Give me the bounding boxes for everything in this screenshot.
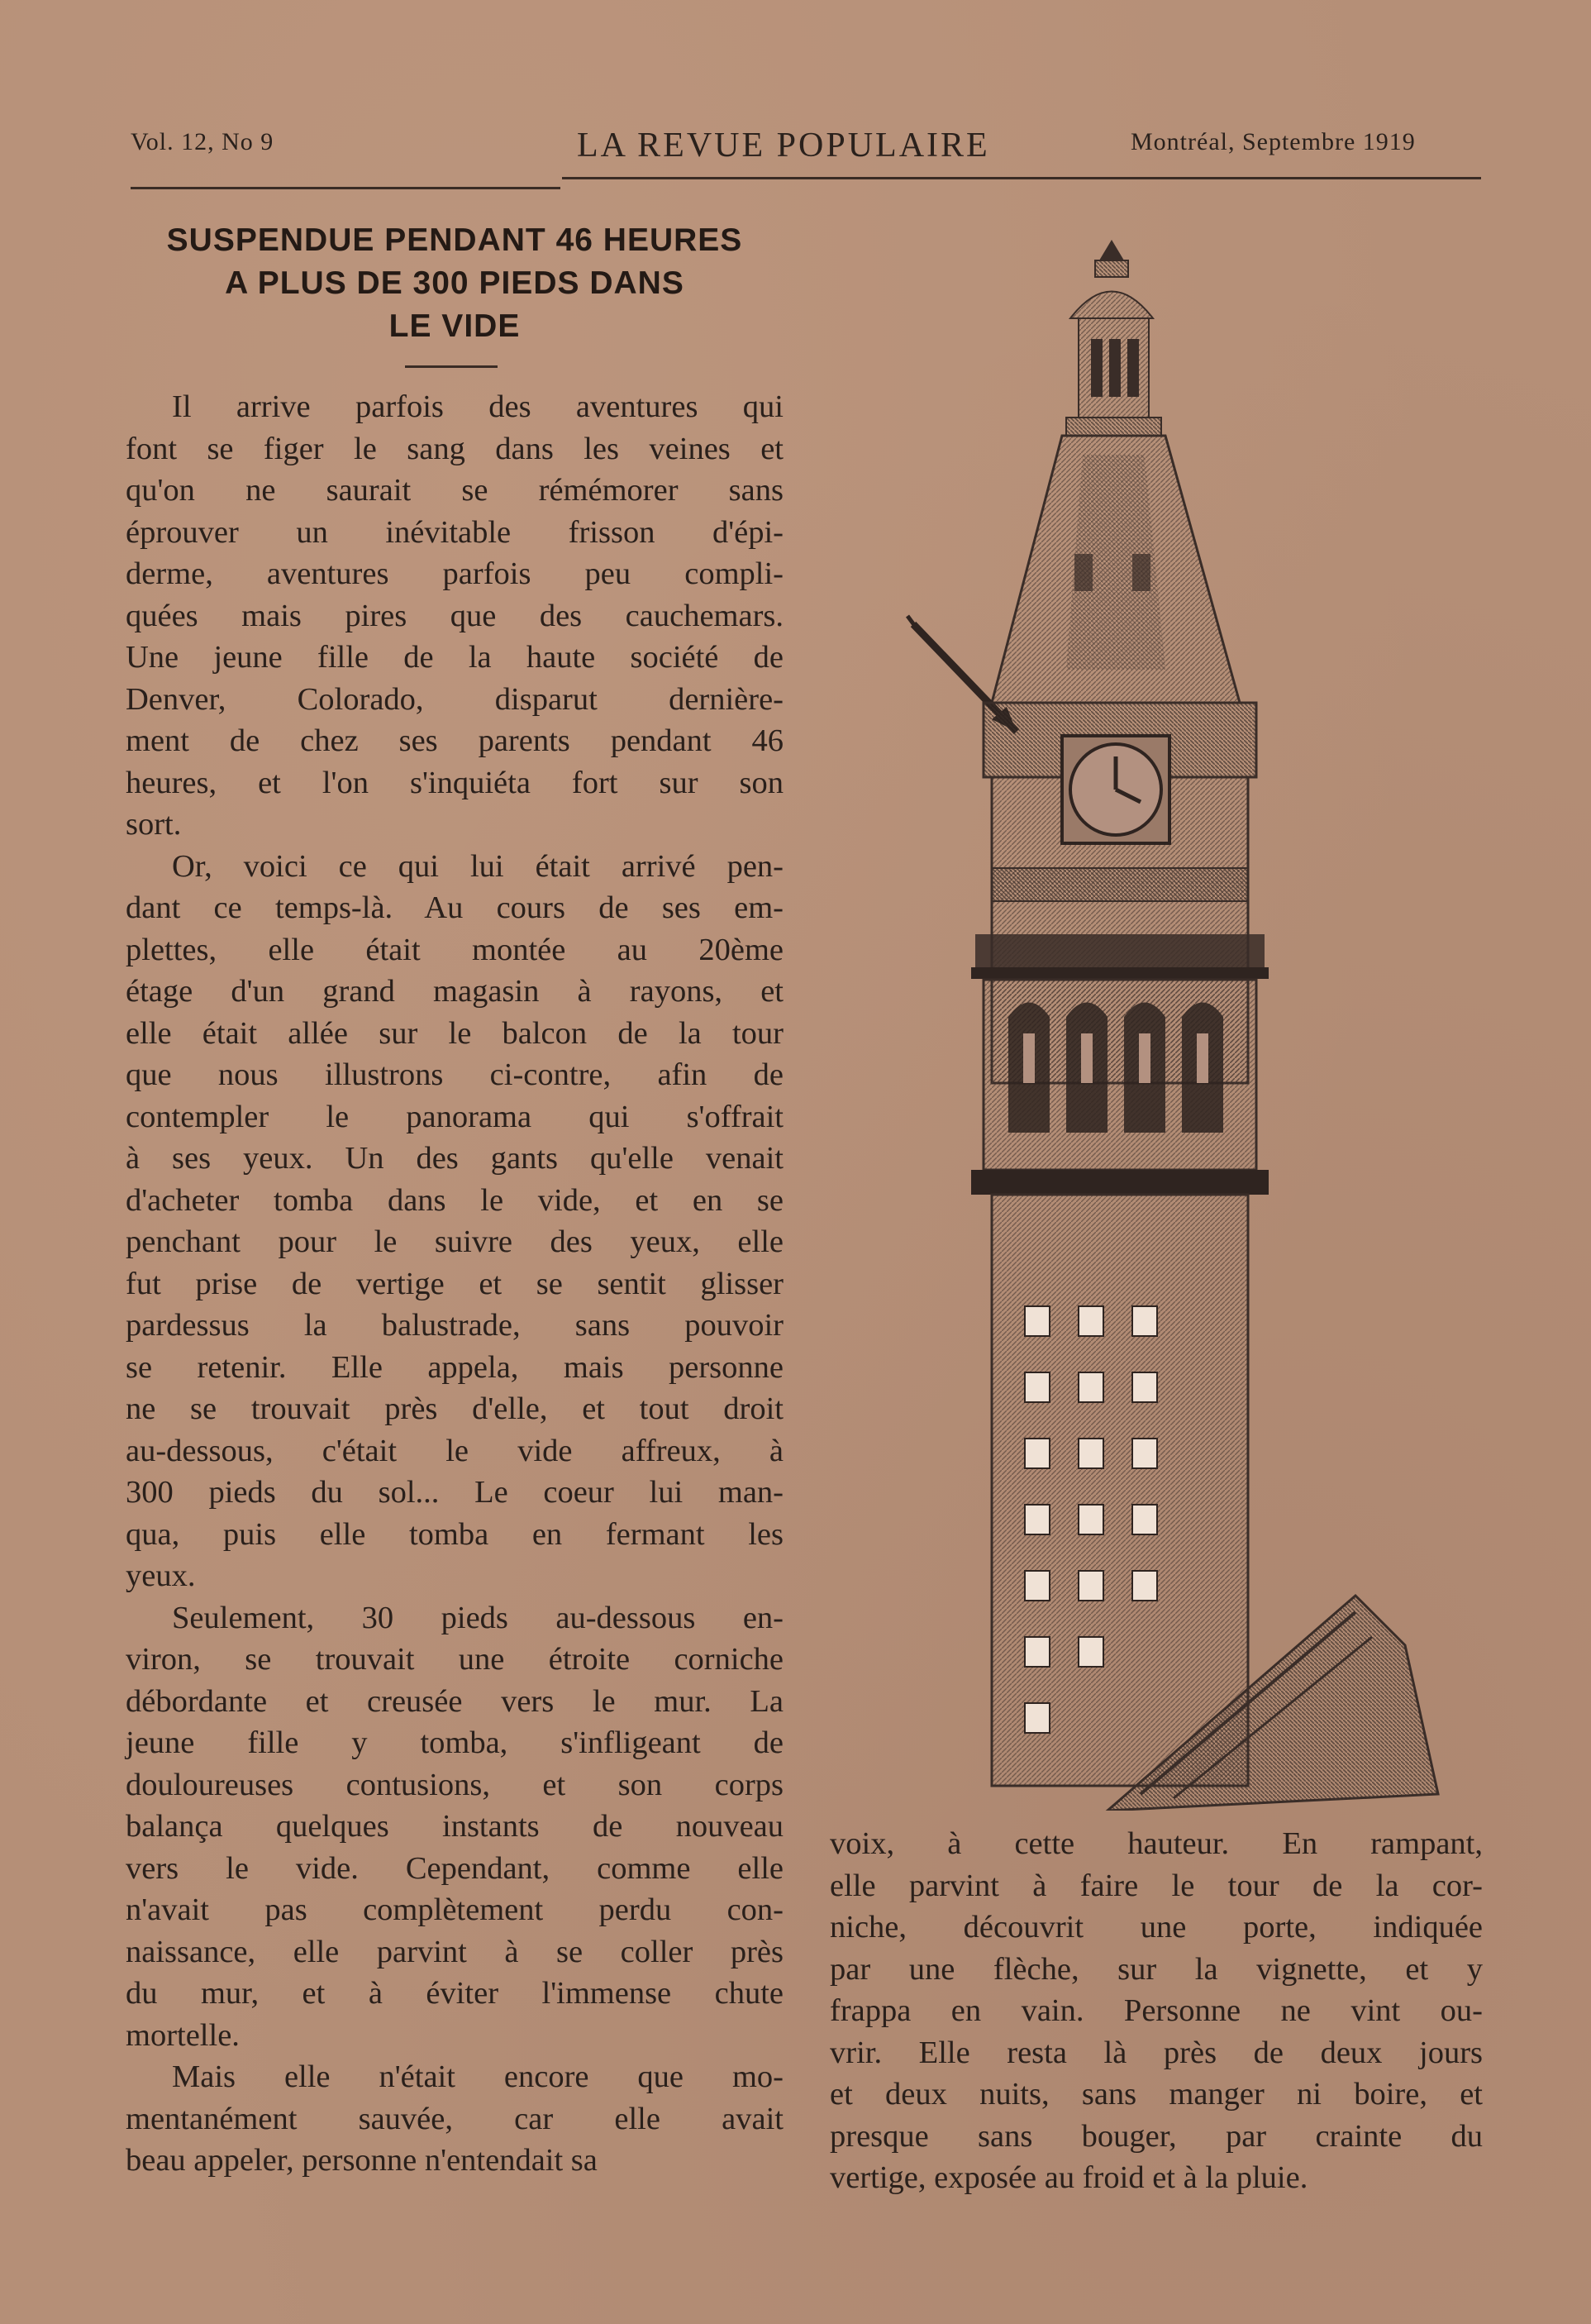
text-line: vertige, exposée au froid et à la pluie. [830,2160,1308,2195]
text-line: plettes, elle était montée au 20ème [126,932,784,967]
text-line: Mais elle n'était encore que mo- [172,2059,784,2094]
text-line: quées mais pires que des cauchemars. [126,598,784,633]
text-line: frappa en vain. Personne ne vint ou- [830,1993,1483,2028]
title-line: LE VIDE [388,308,521,344]
text-line: heures, et l'on s'inquiéta fort sur son [126,765,784,800]
text-line: et deux nuits, sans manger ni boire, et [830,2077,1483,2112]
text-line: naissance, elle parvint à se coller près [126,1934,784,1969]
text-line: fut prise de vertige et se sentit glisser [126,1266,784,1301]
text-line: Une jeune fille de la haute société de [126,640,784,675]
text-line: voix, à cette hauteur. En rampant, [830,1826,1483,1861]
text-line: étage d'un grand magasin à rayons, et [126,974,784,1009]
text-line: que nous illustrons ci-contre, afin de [126,1057,784,1092]
text-line: vers le vide. Cependant, comme elle [126,1850,784,1886]
text-line: elle était allée sur le balcon de la tour [126,1015,784,1051]
text-line: sort. [126,807,182,842]
text-line: à ses yeux. Un des gants qu'elle venait [126,1141,784,1176]
text-line: balança quelques instants de nouveau [126,1809,784,1844]
text-line: au-dessous, c'était le vide affreux, à [126,1433,784,1468]
text-line: penchant pour le suivre des yeux, elle [126,1224,784,1259]
left-column [126,386,784,2182]
text-line: yeux. [126,1558,196,1593]
text-line: débordante et creusée vers le mur. La [126,1683,784,1719]
text-line: 300 pieds du sol... Le coeur lui man- [126,1475,784,1510]
right-column [830,1823,1483,2199]
article-title [124,219,785,348]
text-line: niche, découvrit une porte, indiquée [830,1910,1483,1945]
text-line: qua, puis elle tomba en fermant les [126,1516,784,1552]
text-line: pardessus la balustrade, sans pouvoir [126,1308,784,1343]
text-line: mortelle. [126,2017,240,2053]
title-line: A PLUS DE 300 PIEDS DANS [225,265,684,301]
publication-title: LA REVUE POPULAIRE [577,126,990,165]
text-line: vrir. Elle resta là près de deux jours [830,2035,1483,2070]
text-line: mentanément sauvée, car elle avait [126,2101,784,2136]
place-date: Montréal, Septembre 1919 [1131,128,1416,155]
text-line: ne se trouvait près d'elle, et tout droit [126,1391,784,1426]
volume-number: Vol. 12, No 9 [131,128,274,155]
balcony [975,934,1265,967]
header-rule-right [562,177,1481,179]
tower-illustration [893,240,1488,1811]
text-line: d'acheter tomba dans le vide, et en se [126,1182,784,1218]
text-line: Seulement, 30 pieds au-dessous en- [172,1600,784,1635]
text-line: du mur, et à éviter l'immense chute [126,1976,784,2011]
text-line: éprouver un inévitable frisson d'épi- [126,514,784,550]
title-divider [405,365,498,368]
text-line: dant ce temps-là. Au cours de ses em- [126,890,784,925]
text-line: Or, voici ce qui lui était arrivé pen- [172,848,784,884]
text-line: jeune fille y tomba, s'infligeant de [126,1725,784,1760]
text-line: n'avait pas complètement perdu con- [126,1892,784,1927]
text-line: derme, aventures parfois peu compli- [126,556,784,591]
text-line: contempler le panorama qui s'offrait [126,1099,784,1134]
cornice [971,1170,1269,1195]
text-line: elle parvint à faire le tour de la cor- [830,1868,1483,1903]
clock-icon [1062,736,1169,843]
header-rule-left [131,187,560,189]
text-line: Denver, Colorado, disparut dernière- [126,681,784,717]
text-line: font se figer le sang dans les veines et [126,431,784,466]
text-line: beau appeler, personne n'entendait sa [126,2143,598,2178]
text-line: douloureuses contusions, et son corps [126,1767,784,1802]
tower-shaft [992,1195,1248,1786]
text-line: presque sans bouger, par crainte du [830,2118,1483,2154]
cupola [1066,240,1161,436]
text-line: ment de chez ses parents pendant 46 [126,723,784,758]
text-line: par une flèche, sur la vignette, et y [830,1951,1483,1987]
text-line: viron, se trouvait une étroite corniche [126,1642,784,1677]
text-line: se retenir. Elle appela, mais personne [126,1349,784,1385]
title-line: SUSPENDUE PENDANT 46 HEURES [166,222,743,258]
text-line: qu'on ne saurait se rémémorer sans [126,473,784,508]
text-line: Il arrive parfois des aventures qui [172,389,784,424]
